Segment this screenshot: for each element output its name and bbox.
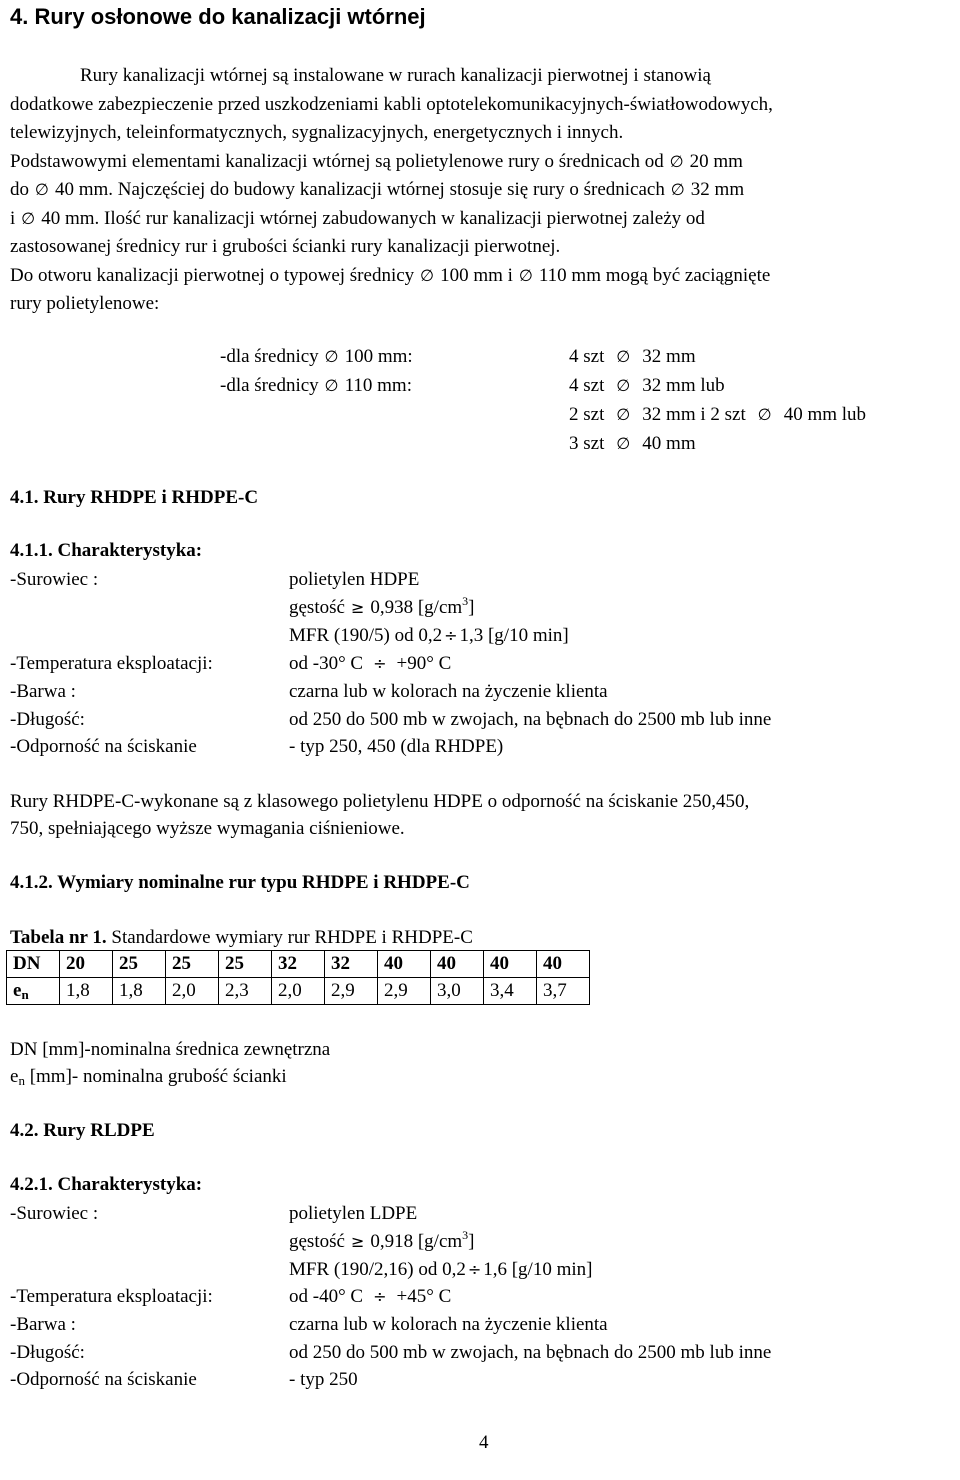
table-cell: 3,4 — [484, 978, 537, 1005]
spec-value: MFR (190/2,16) od 0,2 ÷ 1,6 [g/10 min] — [289, 1259, 593, 1280]
spec-value: - typ 250, 450 (dla RHDPE) — [289, 736, 504, 757]
gte-symbol: ≥ — [350, 1232, 365, 1251]
diameter-symbol: ∅ — [669, 151, 684, 171]
page-number: 4 — [479, 1432, 489, 1453]
spec-value: od 250 do 500 mb w zwojach, na bębnach do 2500 mb lub inne — [289, 709, 772, 730]
characteristics-heading: 4.1.1. Charakterystyka: — [10, 540, 203, 561]
section-heading-rldpe: 4.2. Rury RLDPE — [10, 1120, 155, 1141]
spec-value: od -40° C ÷ +45° C — [289, 1286, 452, 1307]
spec-label: -Odporność na ściskanie — [10, 736, 197, 757]
table-cell: 40 — [484, 951, 537, 978]
diameter-symbol: ∅ — [35, 180, 49, 199]
table-cell: 25 — [166, 951, 219, 978]
spec-label: -Odporność na ściskanie — [10, 1369, 197, 1390]
diameter-option: 2 szt ∅ 32 mm i 2 szt ∅ 40 mm lub — [569, 404, 867, 425]
diameter-symbol: ∅ — [21, 208, 36, 228]
diameter-symbol: ∅ — [670, 180, 685, 199]
legend-dn: DN [mm]-nominalna średnica zewnętrzna — [10, 1039, 331, 1060]
table-cell: $e_n$ — [7, 978, 60, 1005]
intro-line: telewizyjnych, teleinformatycznych, sygnalizacyjnych, energetycznych i innych. — [10, 122, 624, 143]
spec-value: od 250 do 500 mb w zwojach, na bębnach do 2500 mb lub inne — [289, 1342, 772, 1363]
diameter-symbol: ∅ — [616, 347, 631, 366]
intro-line: zastosowanej średnicy rur i grubości ścianki rury kanalizacji pierwotnej. — [10, 236, 561, 257]
legend-en: $e_n$ [mm]- nominalna grubość ścianki — [10, 1066, 287, 1088]
rhdpe-c-note: 750, spełniającego wyższe wymagania ciśnieniowe. — [10, 818, 405, 839]
intro-line: do ∅ 40 mm. Najczęściej do budowy kanalizacji wtórnej stosuje się rury o średnicach ∅ 32 mm — [10, 179, 745, 200]
divide-symbol: ÷ — [373, 1287, 387, 1306]
diameter-option: 4 szt ∅ 32 mm — [569, 346, 696, 367]
diameter-symbol: ∅ — [616, 434, 631, 453]
table-cell: 25 — [219, 951, 272, 978]
diameter-symbol: ∅ — [324, 347, 339, 366]
table-cell: 2,3 — [219, 978, 272, 1005]
intro-paragraph — [10, 62, 950, 319]
diameter-symbol: ∅ — [616, 405, 631, 424]
table-cell: 1,8 — [60, 978, 113, 1005]
intro-line: rury polietylenowe: — [10, 293, 160, 314]
table-row — [7, 951, 590, 978]
table-cell: 2,0 — [166, 978, 219, 1005]
dimensions-heading: 4.1.2. Wymiary nominalne rur typu RHDPE i RHDPE-C — [10, 872, 470, 893]
intro-line: Podstawowymi elementami kanalizacji wtórnej są polietylenowe rury o średnicach od ∅ 20 mm — [10, 150, 743, 172]
dimensions-table — [6, 950, 590, 1005]
table-cell: 40 — [537, 951, 590, 978]
diameter-label-100: -dla średnicy ∅ 100 mm: — [220, 346, 413, 367]
spec-label: -Barwa : — [10, 681, 76, 702]
divide-symbol: ÷ — [444, 626, 458, 645]
table-cell: DN — [7, 951, 60, 978]
table-cell: 40 — [431, 951, 484, 978]
diameter-option: 4 szt ∅ 32 mm lub — [569, 375, 725, 396]
characteristics-heading: 4.2.1. Charakterystyka: — [10, 1174, 203, 1195]
diameter-symbol: ∅ — [757, 405, 772, 424]
spec-value: czarna lub w kolorach na życzenie klienta — [289, 1314, 608, 1335]
spec-label: -Długość: — [10, 1342, 85, 1363]
diameter-symbol: ∅ — [518, 265, 533, 285]
spec-label: -Temperatura eksploatacji: — [10, 1286, 213, 1307]
spec-value: gęstość ≥ 0,938 $[g/cm^3]$ — [289, 594, 475, 618]
intro-line: dodatkowe zabezpieczenie przed uszkodzeniami kabli optotelekomunikacyjnych-światłowodowych, — [10, 93, 773, 115]
intro-line: i ∅ 40 mm. Ilość rur kanalizacji wtórnej zabudowanych w kanalizacji pierwotnej zależy od — [10, 207, 705, 229]
diameter-symbol: ∅ — [420, 265, 435, 285]
diameter-symbol: ∅ — [616, 376, 631, 395]
spec-label: -Surowiec : — [10, 1203, 99, 1224]
intro-line: Do otworu kanalizacji pierwotnej o typowej średnicy ∅ 100 mm i ∅ 110 mm mogą być zaciągnięte — [10, 264, 771, 286]
table-cell: 20 — [60, 951, 113, 978]
table-cell: 32 — [325, 951, 378, 978]
gte-symbol: ≥ — [350, 598, 365, 617]
diameter-label-110: -dla średnicy ∅ 110 mm: — [220, 375, 412, 396]
spec-value: - typ 250 — [289, 1369, 358, 1390]
table-cell: 3,7 — [537, 978, 590, 1005]
intro-line: Rury kanalizacji wtórnej są instalowane w rurach kanalizacji pierwotnej i stanowią — [80, 65, 711, 86]
table-cell: 25 — [113, 951, 166, 978]
table-cell: 3,0 — [431, 978, 484, 1005]
table-cell: 40 — [378, 951, 431, 978]
rhdpe-c-note: Rury RHDPE-C-wykonane są z klasowego polietylenu HDPE o odporność na ściskanie 250,450, — [10, 791, 750, 812]
table-row — [7, 978, 590, 1005]
table-cell: 1,8 — [113, 978, 166, 1005]
table-cell: 2,0 — [272, 978, 325, 1005]
spec-label: -Długość: — [10, 709, 85, 730]
spec-value: polietylen LDPE — [289, 1203, 418, 1224]
section-title: 4. Rury osłonowe do kanalizacji wtórnej — [10, 4, 426, 29]
table-cell: 2,9 — [378, 978, 431, 1005]
spec-label: -Temperatura eksploatacji: — [10, 653, 213, 674]
spec-value: MFR (190/5) od 0,2 ÷ 1,3 [g/10 min] — [289, 625, 569, 646]
divide-symbol: ÷ — [467, 1260, 482, 1279]
spec-label: -Barwa : — [10, 1314, 76, 1335]
spec-value: polietylen HDPE — [289, 569, 420, 590]
spec-label: -Surowiec : — [10, 569, 99, 590]
spec-value: od -30° C ÷ +90° C — [289, 653, 452, 674]
spec-value: gęstość ≥ 0,918 $[g/cm^3]$ — [289, 1228, 475, 1252]
table-cell: 32 — [272, 951, 325, 978]
table-caption: Tabela nr 1. Standardowe wymiary rur RHDPE i RHDPE-C — [10, 927, 473, 948]
divide-symbol: ÷ — [373, 654, 387, 673]
diameter-option: 3 szt ∅ 40 mm — [569, 433, 696, 454]
spec-value: czarna lub w kolorach na życzenie klienta — [289, 681, 608, 702]
diameter-symbol: ∅ — [324, 376, 339, 395]
table-cell: 2,9 — [325, 978, 378, 1005]
section-heading-rhdpe: 4.1. Rury RHDPE i RHDPE-C — [10, 487, 259, 508]
